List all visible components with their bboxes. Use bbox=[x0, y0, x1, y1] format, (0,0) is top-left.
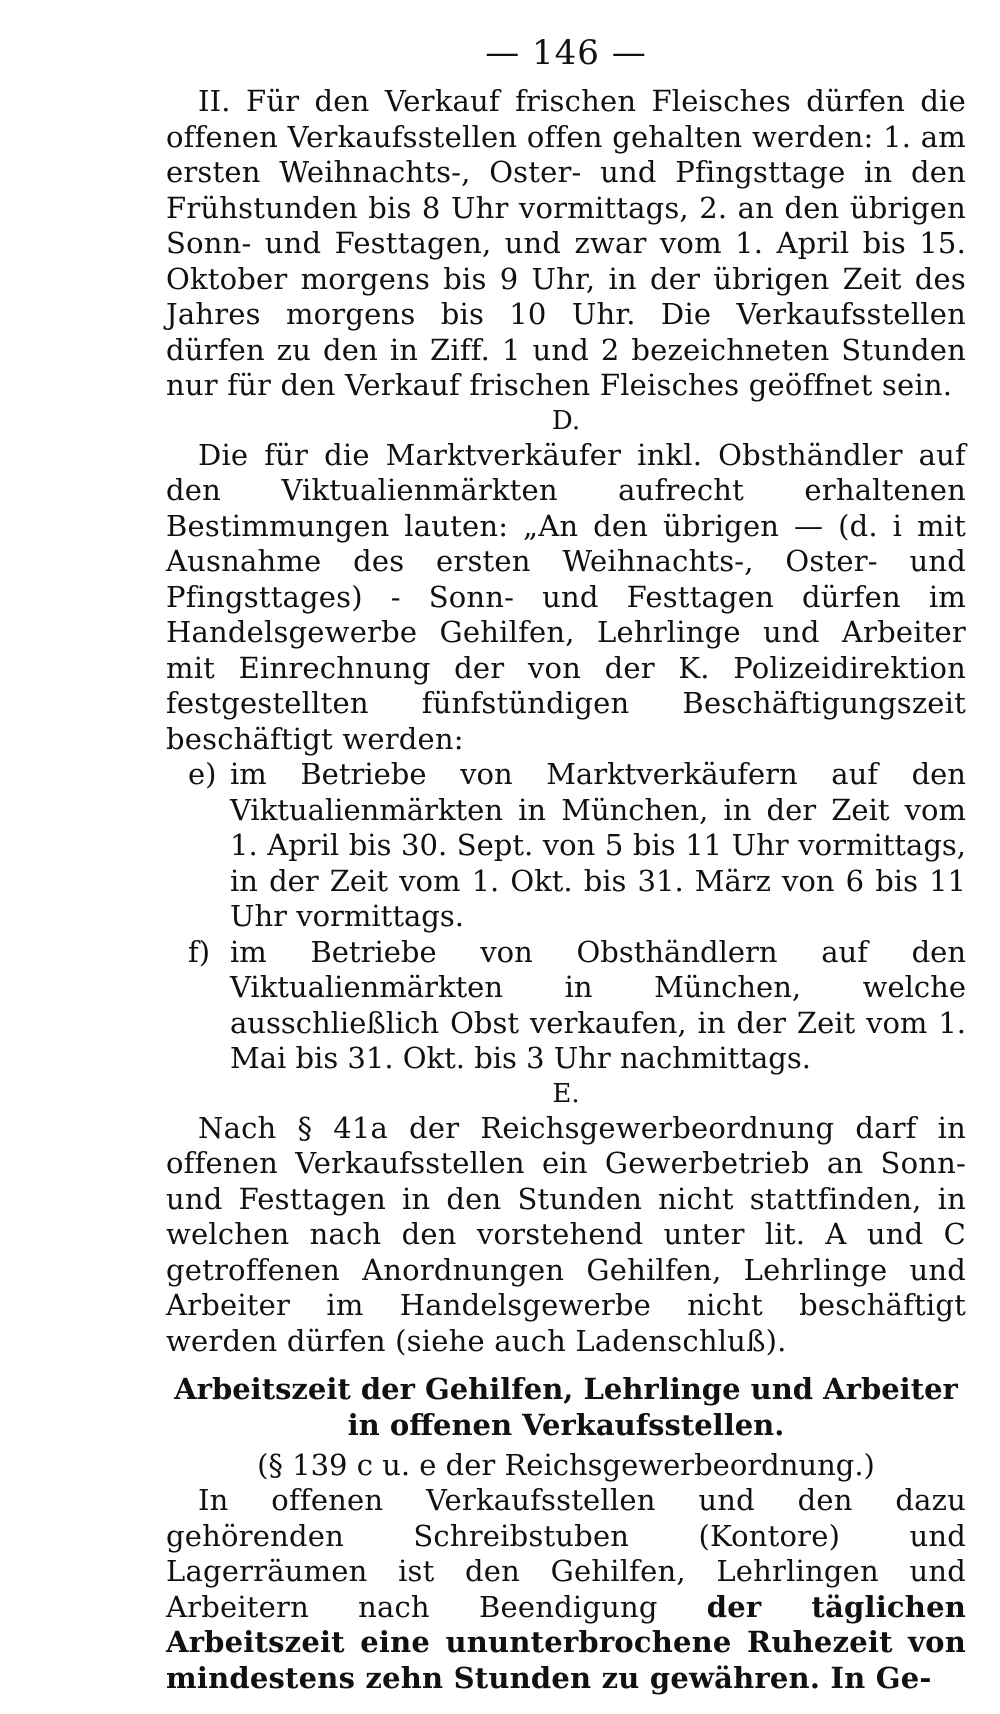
section-e-paragraph: Nach § 41a der Reichsgewerbeordnung darf in offenen Verkaufsstellen ein Gewerbetrieb an Sonn- und Festtagen in den Stunden nicht stattfinden, in welchen nach den vorstehend unter lit. A und C getroffenen Anordnungen Gehilfen, Lehrlinge und Arbeiter im Handelsgewerbe nicht beschäftigt werden dürfen (siehe auch Ladenschluß). bbox=[166, 1110, 966, 1358]
section-heading: Arbeitszeit der Gehilfen, Lehrlinge und Arbeiter in offenen Verkaufsstellen. bbox=[174, 1372, 958, 1442]
final-paragraph-text: In offenen Verkaufsstellen und den dazu gehörenden Schreibstuben (Kontore) und Lagerräumen ist den Gehilfen, Lehrlingen und Arbeitern nach Beendigung bbox=[166, 1483, 966, 1624]
list-item-f bbox=[188, 935, 966, 1077]
section-ii-paragraph: II. Für den Verkauf frischen Fleisches dürfen die offenen Verkaufsstellen offen gehalten werden: 1. am ersten Weihnachts-, Oster- und Pfingsttage in den Frühstunden bis 8 Uhr vormittags, 2. an den übrigen Sonn- und Festtagen, und zwar vom 1. April bis 15. Oktober morgens bis 9 Uhr, in der übrigen Zeit des Jahres morgens bis 10 Uhr. Die Verkaufsstellen dürfen zu den in Ziff. 1 und 2 bezeichneten Stunden nur für den Verkauf frischen Fleisches geöffnet sein. bbox=[166, 84, 966, 402]
final-paragraph-bold-text: der täglichen Arbeitszeit eine ununterbrochene Ruhezeit von mindestens zehn Stunden zu gewähren. In Ge- bbox=[166, 1589, 967, 1695]
list-item-e bbox=[188, 757, 966, 935]
list-text-f: im Betriebe von Obsthändlern auf den Viktualienmärkten in München, welche ausschließlich Obst verkaufen, in der Zeit vom 1. Mai bis 31. Okt. bis 3 Uhr nachmittags. bbox=[230, 934, 966, 1075]
section-d-intro: Die für die Marktverkäufer inkl. Obsthändler auf den Viktualienmärkten aufrecht erhaltenen Bestimmungen lauten: „An den übrigen — (d. i mit Ausnahme des ersten Weihnachts-, Oster- und Pfingsttages) - Sonn- und Festtagen dürfen im Handelsgewerbe Gehilfen, Lehrlinge und Arbeiter mit Einrechnung der von der K. Polizeidirektion festgestellten fünfstündigen Beschäftigungszeit beschäftigt werden: bbox=[166, 437, 966, 756]
section-d-mark: D. bbox=[551, 405, 581, 436]
list-text-e: im Betriebe von Marktverkäufern auf den Viktualienmärkten in München, in der Zeit vom 1. April bis 30. Sept. von 5 bis 11 Uhr vormittags, in der Zeit vom 1. Okt. bis 31. März von 6 bis 11 Uhr vormittags. bbox=[230, 757, 966, 933]
list-marker-e: e) bbox=[188, 757, 217, 791]
section-e-mark: E. bbox=[552, 1078, 580, 1109]
page-number: — 146 — bbox=[485, 33, 647, 73]
final-paragraph bbox=[166, 1483, 966, 1696]
document-page bbox=[166, 30, 966, 1696]
list-marker-f: f) bbox=[188, 934, 211, 969]
section-subheading: (§ 139 c u. e der Reichsgewerbeordnung.) bbox=[257, 1448, 875, 1482]
